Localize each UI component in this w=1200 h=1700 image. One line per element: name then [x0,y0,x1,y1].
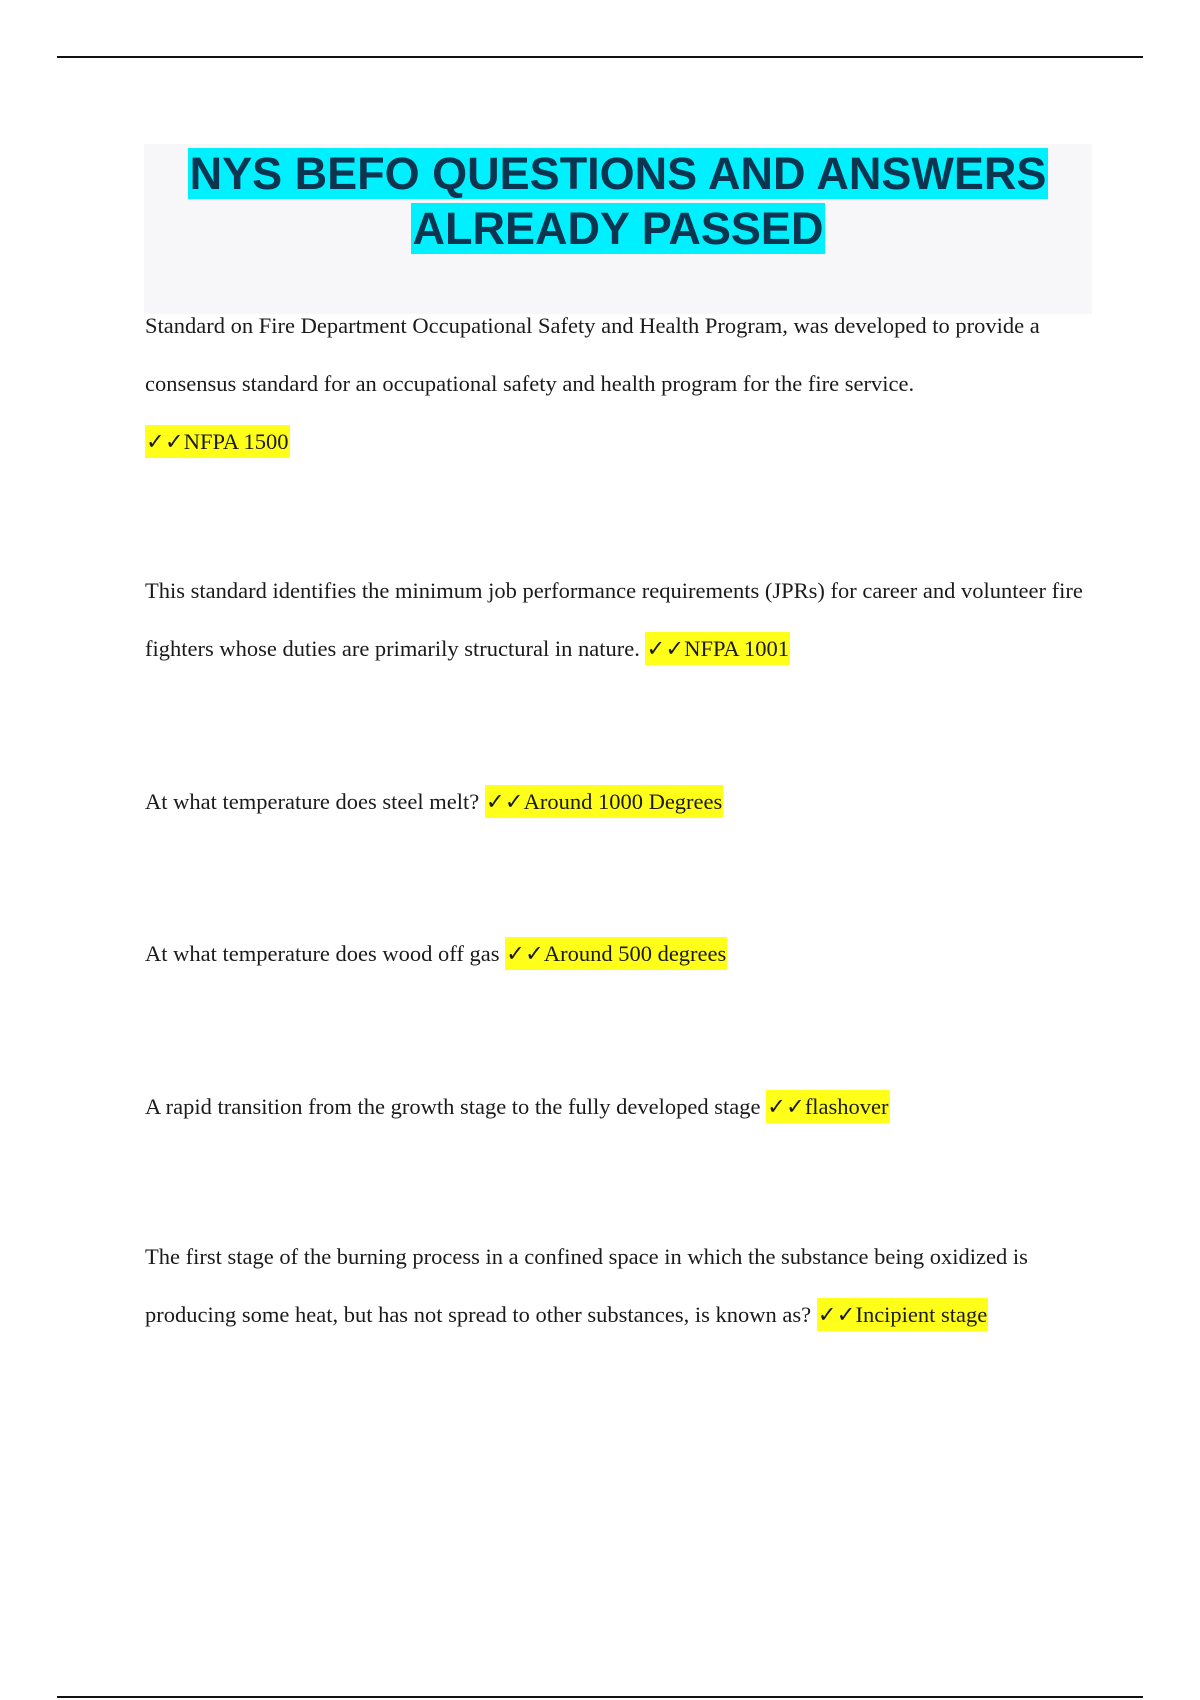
bottom-rule [57,1696,1143,1698]
question-text: Standard on Fire Department Occupational Safety and Health Program, was developed to provide a consensus standard for an occupational safety and health program for the fire service. [145,313,1040,396]
document-title [144,144,1092,256]
question-text: At what temperature does wood off gas [145,941,500,966]
answer-highlight: ✓✓flashover [766,1090,889,1123]
question-text: The first stage of the burning process in a confined space in which the substance being oxidized is producing some heat, but has not spread to other substances, is known as? [145,1244,1028,1327]
qa-item [145,1078,1095,1136]
qa-item [145,297,1095,471]
question-text: This standard identifies the minimum job performance requirements (JPRs) for career and volunteer fire fighters whose duties are primarily structural in nature. [145,578,1083,661]
question-text: A rapid transition from the growth stage to the fully developed stage [145,1094,761,1119]
qa-item [145,773,1095,831]
answer-highlight: ✓✓Incipient stage [817,1298,989,1331]
answer-highlight: ✓✓Around 500 degrees [505,937,727,970]
qa-item [145,925,1095,983]
title-line-1: NYS BEFO QUESTIONS AND ANSWERS [189,148,1047,199]
question-text: At what temperature does steel melt? [145,789,480,814]
answer-highlight: ✓✓NFPA 1500 [145,425,290,458]
answer-highlight: ✓✓Around 1000 Degrees [485,785,723,818]
answer-highlight: ✓✓NFPA 1001 [645,632,790,665]
qa-item [145,562,1095,678]
title-line-2: ALREADY PASSED [412,203,824,254]
qa-item [145,1228,1095,1344]
top-rule [57,56,1143,58]
title-block [144,144,1092,314]
